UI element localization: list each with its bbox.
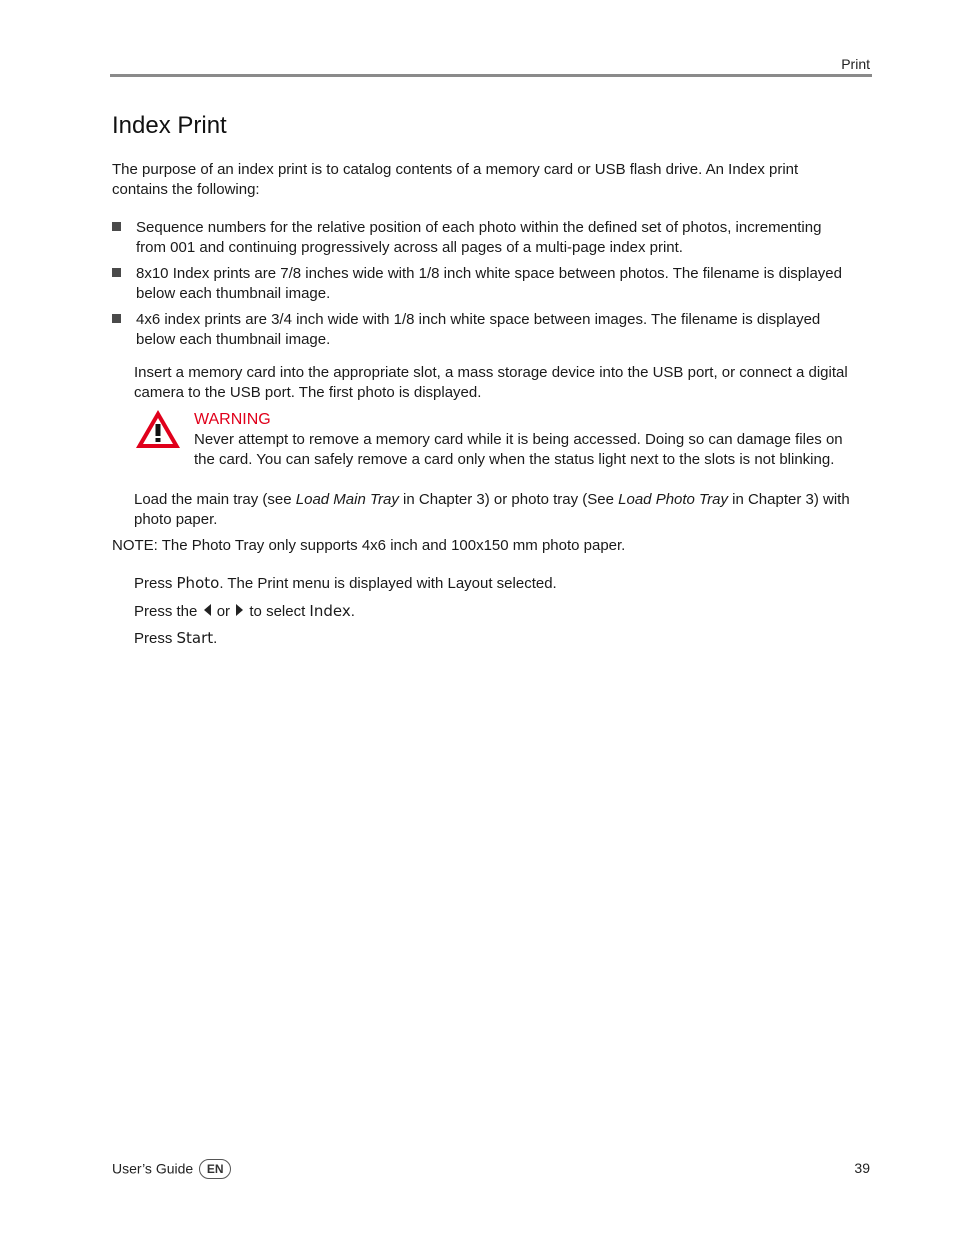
bullet-square-icon — [112, 268, 121, 277]
warning-text: Never attempt to remove a memory card while it is being accessed. Doing so can damage files on the card. You can safely remove a card only when the status light next to the slots is not blinking. — [194, 431, 843, 468]
bullet-square-icon — [112, 222, 121, 231]
note-paragraph: NOTE: The Photo Tray only supports 4x6 inch and 100x150 mm photo paper. — [112, 537, 626, 554]
list-item-text: 4x6 index prints are 3/4 inch wide with 1/8 inch white space between images. The filename is displayed below each thumbnail image. — [136, 311, 821, 348]
footer-guide-label: User’s Guide — [112, 1160, 194, 1177]
step-text: . — [350, 603, 355, 620]
language-badge: EN — [199, 1159, 231, 1179]
step-text: . — [213, 630, 218, 647]
step-text: to select — [245, 603, 310, 620]
right-arrow-icon — [236, 604, 243, 616]
step-load-paper — [134, 490, 856, 529]
bullet-square-icon — [112, 314, 121, 323]
warning-title: WARNING — [194, 411, 271, 428]
photo-key-label: Photo — [176, 574, 220, 592]
step-load-text: in Chapter 3) or photo tray (See — [398, 491, 619, 508]
step-load-text: in Chapter 3) with photo paper. — [134, 491, 850, 528]
step-select-index — [134, 602, 864, 622]
ref-load-photo-tray: Load Photo Tray — [618, 491, 728, 508]
header-divider — [110, 74, 872, 77]
step-text: Press — [134, 575, 177, 592]
step-insert-media: Insert a memory card into the appropriate slot, a mass storage device into the USB port, or connect a digital camera to the USB port. The first photo is displayed. — [134, 364, 848, 401]
step-press-start — [134, 629, 864, 649]
index-key-label: Index — [309, 602, 351, 620]
step-load-text: Load the main tray (see — [134, 491, 296, 508]
ref-load-main-tray: Load Main Tray — [295, 491, 399, 508]
warning-triangle-icon — [134, 408, 182, 450]
list-item-text: 8x10 Index prints are 7/8 inches wide with 1/8 inch white space between photos. The filename is displayed below each thumbnail image. — [136, 265, 842, 302]
running-header: Print — [841, 56, 870, 72]
list-item-text: Sequence numbers for the relative position of each photo within the defined set of photos, incrementing from 001 and continuing progressively across all pages of a multi-page index print. — [136, 219, 822, 256]
step-press-photo — [134, 574, 864, 594]
step-text: Press the — [134, 603, 202, 620]
page-title: Index Print — [112, 112, 227, 139]
page-number: 39 — [854, 1160, 870, 1176]
step-text: . The Print menu is displayed with Layout selected. — [219, 575, 557, 592]
step-text: Press — [134, 630, 177, 647]
intro-paragraph: The purpose of an index print is to catalog contents of a memory card or USB flash drive. An Index print contains the following: — [112, 161, 799, 198]
start-key-label: Start — [176, 629, 214, 647]
step-text: or — [212, 603, 235, 620]
left-arrow-icon — [204, 604, 211, 616]
footer-guide — [112, 1160, 231, 1180]
